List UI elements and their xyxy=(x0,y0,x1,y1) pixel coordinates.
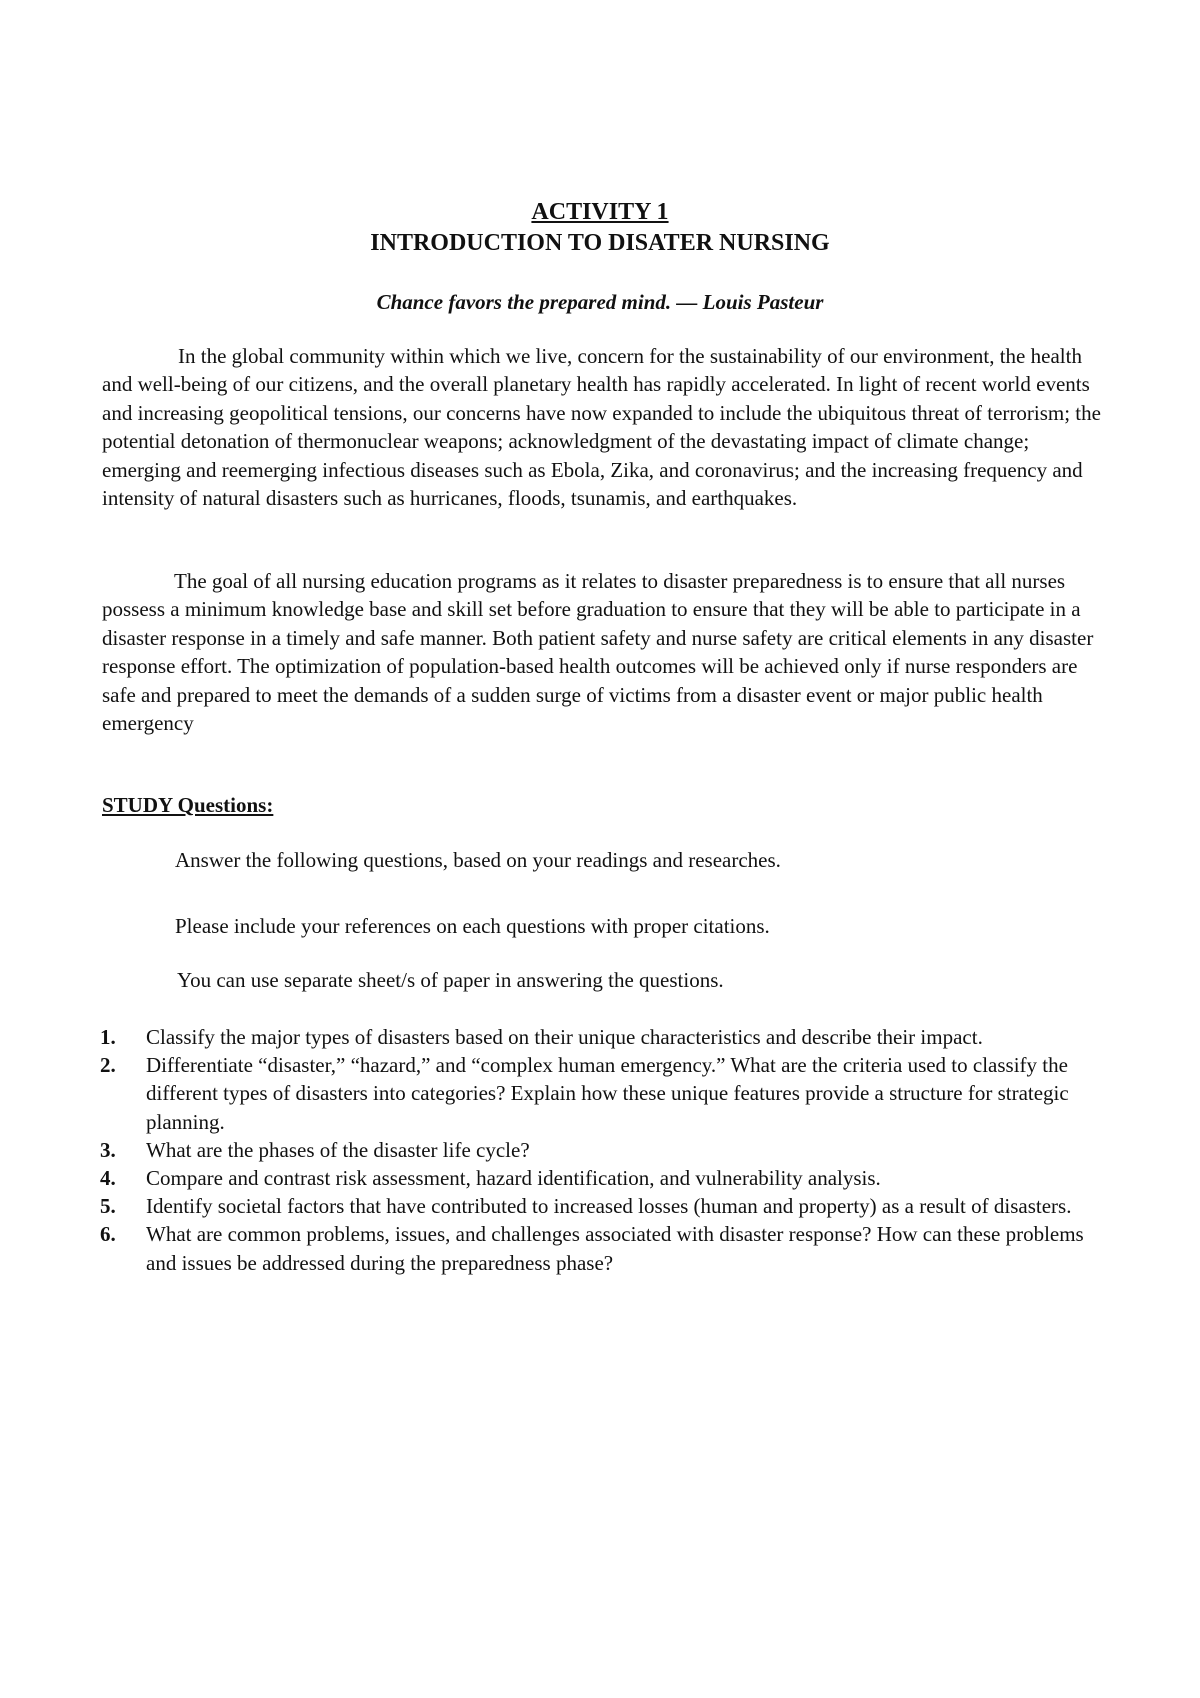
question-text: Compare and contrast risk assessment, hazard identification, and vulnerability analysis. xyxy=(146,1166,881,1191)
question-number: 2. xyxy=(100,1053,116,1078)
question-item xyxy=(100,1220,1110,1276)
question-item xyxy=(100,1051,1110,1136)
question-item xyxy=(100,1192,1110,1220)
question-item xyxy=(100,1023,1110,1051)
goal-paragraph: The goal of all nursing education programs as it relates to disaster preparedness is to ensure that all nurses possess a minimum knowledge base and skill set before graduation to ensure that they will be able to participate in a disaster response in a timely and safe manner. Both patient safety and nurse safety are critical elements in any disaster response effort. The optimization of population-based health outcomes will be achieved only if nurse responders are safe and prepared to meet the demands of a sudden surge of victims from a disaster event or major public health emergency xyxy=(102,569,1094,736)
study-questions-heading: STUDY Questions: xyxy=(102,793,274,817)
epigraph-quote: Chance favors the prepared mind. — Louis Pasteur xyxy=(376,290,824,314)
activity-title: ACTIVITY 1 xyxy=(531,199,669,225)
question-text: Differentiate “disaster,” “hazard,” and “complex human emergency.” What are the criteria used to classify the different types of disasters into categories? Explain how these unique features provide a structure for strategic planning. xyxy=(146,1053,1069,1134)
instruction-separate-sheet: You can use separate sheet/s of paper in answering the questions. xyxy=(177,968,724,992)
question-number: 4. xyxy=(100,1166,116,1191)
question-text: Identify societal factors that have contributed to increased losses (human and property) as a result of disasters. xyxy=(146,1194,1072,1219)
question-number: 6. xyxy=(100,1222,116,1247)
instruction-answer: Answer the following questions, based on your readings and researches. xyxy=(175,848,781,872)
question-text: Classify the major types of disasters based on their unique characteristics and describe their impact. xyxy=(146,1025,983,1049)
question-item xyxy=(100,1136,1110,1164)
instruction-references: Please include your references on each questions with proper citations. xyxy=(175,914,770,938)
intro-paragraph: In the global community within which we live, concern for the sustainability of our environment, the health and well-being of our citizens, and the overall planetary health has rapidly accelerated. In light of recent world events and increasing geopolitical tensions, our concerns have now expanded to include the ubiquitous threat of terrorism; the potential detonation of thermonuclear weapons; acknowledgment of the devastating impact of climate change; emerging and reemerging infectious diseases such as Ebola, Zika, and coronavirus; and the increasing frequency and intensity of natural disasters such as hurricanes, floods, tsunamis, and earthquakes. xyxy=(102,344,1101,511)
question-list xyxy=(100,1023,1110,1277)
question-number: 3. xyxy=(100,1137,116,1162)
question-number: 1. xyxy=(100,1025,116,1049)
question-text: What are common problems, issues, and challenges associated with disaster response? How can these problems and issues be addressed during the preparedness phase? xyxy=(146,1222,1084,1275)
activity-subtitle: INTRODUCTION TO DISATER NURSING xyxy=(370,230,830,256)
question-item xyxy=(100,1164,1110,1192)
question-text: What are the phases of the disaster life cycle? xyxy=(146,1137,530,1162)
question-number: 5. xyxy=(100,1194,116,1219)
